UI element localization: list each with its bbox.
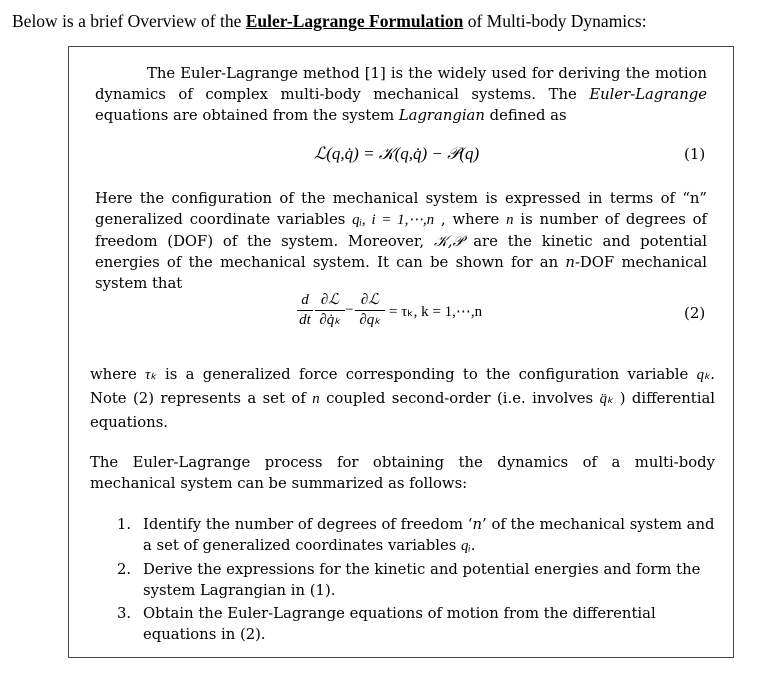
list-item — [117, 559, 717, 601]
eq2-minus: − — [345, 302, 354, 318]
equation-2-number: (2) — [684, 304, 706, 322]
p1-text-b: equations are obtained from the system — [95, 107, 399, 124]
p1-text-a: The Euler-Lagrange method [1] is the widely used for deriving the motion dynamics of complex multi-body mechanical systems. The — [95, 65, 707, 103]
eq2-frac-d-dt — [297, 292, 313, 329]
intro-prefix: Below is a brief Overview of the — [12, 11, 246, 31]
list-item — [117, 514, 717, 557]
eq2-dt: dt — [299, 312, 311, 328]
step-1-var-qi: qᵢ — [461, 538, 471, 554]
equation-2 — [297, 292, 537, 340]
paragraph-intro — [95, 63, 707, 126]
step-number: 3. — [117, 605, 132, 622]
p3-text-b: is a generalized force corresponding to the configuration variable — [156, 366, 697, 383]
p3-text-a: where — [90, 366, 146, 383]
p1-italic-lagrangian: Lagrangian — [398, 107, 485, 124]
equation-1: ℒ(q,q̇) = 𝒦(q,q̇) − 𝒫(q) — [314, 144, 480, 163]
step-number: 1. — [117, 516, 132, 533]
step-number: 2. — [117, 561, 132, 578]
eq2-dq: ∂qₖ — [359, 312, 381, 328]
p3-qk: qₖ — [696, 367, 711, 383]
p2-text-d: are the kinetic and potential energies of the mechanical system. It can be shown for an — [95, 233, 708, 271]
eq2-rhs: = τₖ, k = 1,⋯,n — [389, 304, 483, 320]
paragraph-process: The Euler-Lagrange process for obtaining the dynamics of a multi-body mechanical system can be summarized as follows: — [90, 454, 715, 492]
p3-tau: τₖ — [145, 367, 157, 383]
intro-line — [12, 11, 647, 32]
step-3-text: Obtain the Euler-Lagrange equations of motion from the differential equations in (2). — [143, 605, 656, 643]
p3-text-e: ) differential equations. — [90, 390, 716, 431]
step-1-text-b: ’ of the mechanical system and a set of generalized coordinates variables — [143, 516, 715, 554]
p2-italic-n: n — [565, 254, 575, 271]
p2-text-e: -DOF mechanical system that — [95, 254, 707, 292]
p3-qddot: q̈ₖ — [599, 391, 614, 407]
p2-var-n: n — [506, 212, 514, 228]
p2-text-a: Here the configuration of the mechanical system is expressed in terms of “n” generalized coordinate variables — [95, 190, 707, 228]
paragraph-generalized-force — [90, 363, 715, 435]
p3-text-c: . Note (2) represents a set of — [90, 366, 715, 407]
p2-var-qi: qᵢ — [352, 212, 362, 228]
eq2-d: d — [301, 292, 309, 308]
p2-text-c: is number of degrees of freedom (DOF) of the system. Moreover, — [95, 211, 708, 250]
eq2-dl-2: ∂ℒ — [360, 292, 380, 308]
step-1-italic-n: n — [472, 516, 483, 533]
step-1-text-a: Identify the number of degrees of freedom ‘ — [143, 516, 473, 533]
eq2-dqdot: ∂q̇ₖ — [319, 312, 341, 328]
paragraph-configuration — [95, 188, 707, 294]
eq2-dl-1: ∂ℒ — [320, 292, 340, 308]
eq2-frac-dl-dq — [355, 292, 385, 329]
overview-box — [68, 46, 734, 658]
p2-symbols-k-p: 𝒦,𝒫 — [433, 232, 464, 250]
euler-lagrange-link[interactable]: Euler-Lagrange Formulation — [245, 11, 464, 31]
p1-italic-euler-lagrange: Euler-Lagrange — [589, 86, 707, 103]
steps-list — [117, 514, 717, 647]
step-2-text: Derive the expressions for the kinetic and potential energies and form the system Lagrangian in (1). — [143, 561, 701, 599]
intro-suffix: of Multi-body Dynamics: — [463, 11, 647, 31]
equation-1-number: (1) — [684, 145, 706, 163]
p3-n: n — [312, 391, 320, 407]
step-1-text-c: . — [470, 537, 476, 554]
p2-text-b: , where — [434, 211, 507, 228]
p1-text-c: defined as — [484, 107, 567, 124]
eq2-frac-dl-dqdot — [315, 292, 345, 329]
p3-text-d: coupled second-order (i.e. involves — [319, 390, 600, 407]
list-item — [117, 603, 717, 645]
p2-range: , i = 1,⋯,n — [361, 212, 435, 228]
